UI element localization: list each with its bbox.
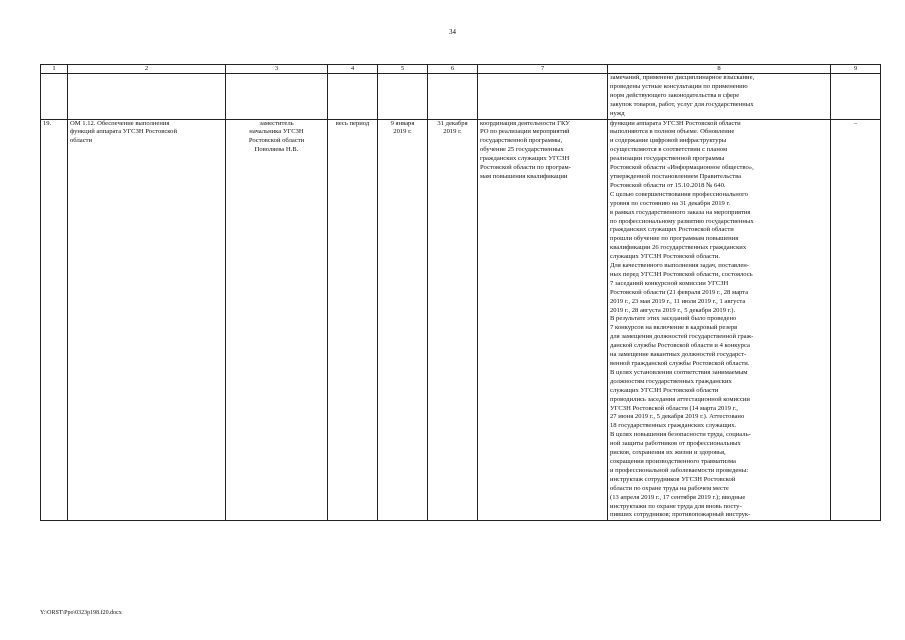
text-line: данской службы Ростовской области и 4 конкурса: [610, 342, 750, 350]
header-cell: 8: [608, 65, 831, 74]
text-line: Поволяева Н.В.: [254, 146, 299, 154]
text-line: по профессиональному развитию государственных: [610, 217, 754, 225]
text-line: на замещение вакантных должностей государст-: [610, 351, 747, 359]
end-date-cell: [428, 119, 478, 521]
text-line: должностям государственных гражданских: [610, 377, 732, 385]
text-line: Ростовской области (21 февраля 2019 г., 28 марта: [610, 288, 749, 296]
text-line: координация деятельности ГКУ: [480, 119, 570, 127]
text-line: квалификации 26 государственных гражданских: [610, 244, 747, 252]
text-line: В результате этих заседаний было проведено: [610, 315, 737, 323]
period-cell: весь период: [328, 119, 378, 521]
row-number: 19.: [41, 119, 68, 521]
text-line: 2019 г.: [443, 128, 462, 136]
text-line: утвержденной постановлением Правительства: [610, 172, 742, 180]
empty-cell: [41, 74, 68, 120]
text-line: 2019 г.: [393, 128, 412, 136]
measure-title-cell: [68, 119, 226, 521]
header-cell: 6: [428, 65, 478, 74]
text-line: области по охране труда на рабочем месте: [610, 484, 729, 492]
text-line: ных перед УГСЗН Ростовской области, состоялось: [610, 270, 753, 278]
header-cell: 7: [478, 65, 608, 74]
text-line: 9 января: [390, 119, 415, 127]
empty-cell: [68, 74, 226, 120]
text-line: служащих УГСЗН Ростовской области: [610, 386, 719, 394]
empty-cell: [831, 74, 881, 120]
text-line: рисков, сохранения их жизни и здоровья,: [610, 449, 726, 457]
text-line: ОМ 1.12. Обеспечение выполнения: [70, 119, 170, 127]
text-line: Ростовской области от 15.10.2018 № 640.: [610, 181, 726, 189]
text-line: УГСЗН Ростовской области (14 марта 2019 г.,: [610, 404, 738, 412]
text-line: заместитель: [259, 119, 294, 127]
empty-cell: [378, 74, 428, 120]
text-line: РО по реализации мероприятий: [480, 128, 570, 136]
continuation-result-cell: [608, 74, 831, 120]
text-line: инструктажи по охране труда для вновь посту-: [610, 502, 742, 510]
actual-result-cell: [608, 119, 831, 521]
text-line: (13 апреля 2019 г., 17 сентября 2019 г.); вводные: [610, 493, 746, 501]
text-line: В целях повышения безопасности труда, социаль-: [610, 431, 751, 439]
text-line: Для качественного выполнения задач, поставлен-: [610, 262, 749, 270]
text-line: прошли обучение по программам повышения: [610, 235, 739, 243]
text-line: области: [70, 137, 93, 145]
expected-result-cell: [478, 119, 608, 521]
text-line: и профессиональной заболеваемости проведены:: [610, 466, 749, 474]
text-line: государственной программы,: [480, 137, 563, 145]
empty-cell: [328, 74, 378, 120]
text-line: для замещения должностей государственной граж-: [610, 333, 754, 341]
text-line: С целью совершенствования профессионального: [610, 190, 748, 198]
text-line: нужд: [610, 109, 625, 117]
text-line: выполняются в полном объеме. Обновление: [610, 128, 735, 136]
text-line: обучение 25 государственных: [480, 146, 564, 154]
text-line: норм действующего законодательства в сфере: [610, 91, 740, 99]
text-line: В целях установления соответствия занимаемым: [610, 368, 748, 376]
notes-cell: –: [831, 119, 881, 521]
page-number: 34: [449, 28, 456, 36]
text-line: гражданских служащих УГСЗН: [480, 155, 570, 163]
table-row-19: [41, 119, 881, 521]
empty-cell: [226, 74, 328, 120]
start-date-cell: [378, 119, 428, 521]
text-line: мам повышения квалификации: [480, 172, 568, 180]
text-line: замечаний, применено дисциплинарное взыскание,: [610, 74, 755, 81]
text-line: Ростовской области: [248, 137, 305, 145]
text-line: гражданских служащих Ростовской области: [610, 226, 734, 234]
text-line: 2019 г., 23 мая 2019 г., 11 июля 2019 г., 1 августа: [610, 297, 746, 305]
text-line: и содержание цифровой инфраструктуры: [610, 137, 727, 145]
text-line: Ростовской области по програм-: [480, 164, 571, 172]
header-cell: 2: [68, 65, 226, 74]
text-line: Ростовской области «Информационное общество»,: [610, 164, 754, 172]
text-line: 7 конкурсов на включение в кадровый резерв: [610, 324, 738, 332]
text-line: проведены устные консультации по применению: [610, 82, 748, 90]
text-line: 7 заседаний конкурсной комиссии УГСЗН: [610, 279, 729, 287]
text-line: функций аппарата УГСЗН Ростовской: [70, 128, 177, 136]
text-line: уровня по состоянию на 31 декабря 2019 г.: [610, 199, 731, 207]
text-line: инструктаж сотрудников УГСЗН Ростовской: [610, 475, 736, 483]
text-line: сокращения производственного травматизма: [610, 457, 736, 465]
header-cell: 9: [831, 65, 881, 74]
report-table: [40, 64, 881, 521]
header-cell: 1: [41, 65, 68, 74]
header-cell: 5: [378, 65, 428, 74]
text-line: в рамках государственного заказа на мероприятия: [610, 208, 751, 216]
header-cell: 3: [226, 65, 328, 74]
text-line: реализации государственной программы: [610, 155, 725, 163]
empty-cell: [478, 74, 608, 120]
text-line: осуществляются в соответствии с планом: [610, 146, 728, 154]
empty-cell: [428, 74, 478, 120]
column-number-row: [41, 65, 881, 74]
text-line: ной защиты работников от профессиональных: [610, 440, 741, 448]
text-line: служащих УГСЗН Ростовской области.: [610, 253, 720, 261]
text-line: проводились заседания аттестационной комиссии: [610, 395, 750, 403]
file-path-footer: Y:\ORST\Ppo\0323p198.f20.docx: [40, 610, 122, 616]
text-line: начальника УГСЗН: [249, 128, 304, 136]
text-line: 2019 г., 28 августа 2019 г., 5 декабря 2019 г.).: [610, 306, 736, 314]
text-line: 27 июня 2019 г., 5 декабря 2019 г.). Аттестовано: [610, 413, 745, 421]
text-line: пивших сотрудников; противопожарный инструк-: [610, 511, 751, 519]
text-line: функции аппарата УГСЗН Ростовской области: [610, 119, 741, 127]
text-line: закупок товаров, работ, услуг для государственных: [610, 100, 754, 108]
text-line: венной гражданской службы Ростовской области.: [610, 360, 750, 367]
header-cell: 4: [328, 65, 378, 74]
executor-cell: [226, 119, 328, 521]
text-line: 31 декабря: [437, 119, 468, 127]
continuation-row: [41, 74, 881, 120]
text-line: 18 государственных гражданских служащих.: [610, 422, 737, 430]
